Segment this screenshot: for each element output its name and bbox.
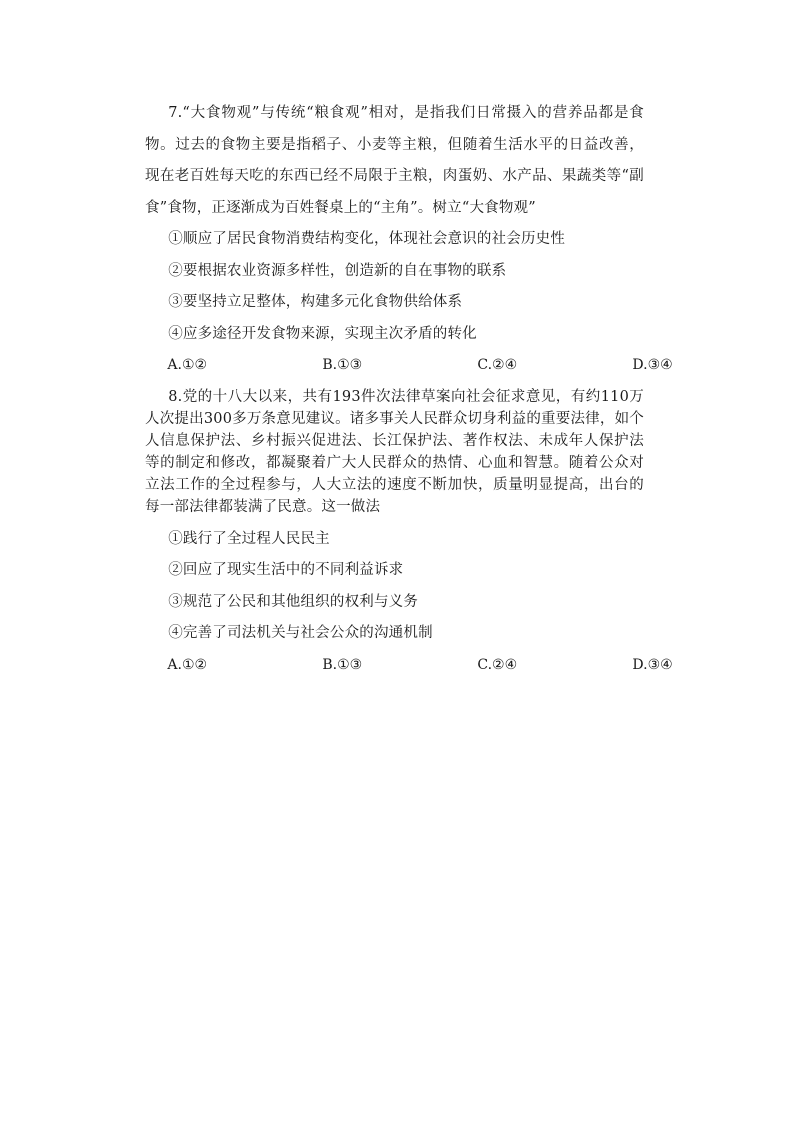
option-b[interactable]: B.①③ [322, 357, 363, 373]
question-stem: 7.“大食物观”与传统“粮食观”相对，是指我们日常摄入的营养品都是食物。过去的食物主要是指稻子、小麦等主粮，但随着生活水平的日益改善，现在老百姓每天吃的东西已经不局限于主粮，肉蛋奶、水产品、果蔬类等“副食”食物，正逐渐成为百姓餐桌上的“主角”。树立“大食物观” [145, 105, 644, 216]
statement-4: ④完善了司法机关与社会公众的沟通机制 [168, 625, 433, 641]
question-stem: 8.党的十八大以来，共有193件次法律草案向社会征求意见，有约110万人次提出300多万条意见建议。诸多事关人民群众切身利益的重要法律，如个人信息保护法、乡村振兴促进法、长江保护法、著作权法、未成年人保护法等的制定和修改，都凝聚着广大人民群众的热情、心血和智慧。随着公众对立法工作的全过程参与，人大立法的速度不断加快，质量明显提高，出台的每一部法律都装满了民意。这一做法 [145, 388, 644, 515]
answer-options [145, 650, 673, 682]
statement-3: ③规范了公民和其他组织的权利与义务 [168, 593, 419, 610]
statement-2: ②要根据农业资源多样性，创造新的自在事物的联系 [168, 262, 507, 279]
statement-4: ④应多途径开发食物来源，实现主次矛盾的转化 [168, 325, 477, 342]
statement-2: ②回应了现实生活中的不同利益诉求 [168, 562, 404, 578]
statement-1: ①顺应了居民食物消费结构变化，体现社会意识的社会历史性 [168, 231, 566, 247]
statement-3: ③要坚持立足整体，构建多元化食物供给体系 [168, 294, 463, 310]
question-8 [145, 382, 673, 682]
option-a[interactable]: A.①② [167, 656, 208, 673]
option-b[interactable]: B.①③ [322, 656, 363, 673]
option-d[interactable]: D.③④ [632, 656, 673, 673]
option-c[interactable]: C.②④ [477, 357, 518, 373]
statement-1: ①践行了全过程人民民主 [168, 530, 330, 547]
option-a[interactable]: A.①② [167, 357, 208, 373]
question-7 [145, 98, 673, 382]
answer-options [145, 350, 673, 382]
option-d[interactable]: D.③④ [632, 357, 673, 373]
option-c[interactable]: C.②④ [477, 656, 518, 673]
